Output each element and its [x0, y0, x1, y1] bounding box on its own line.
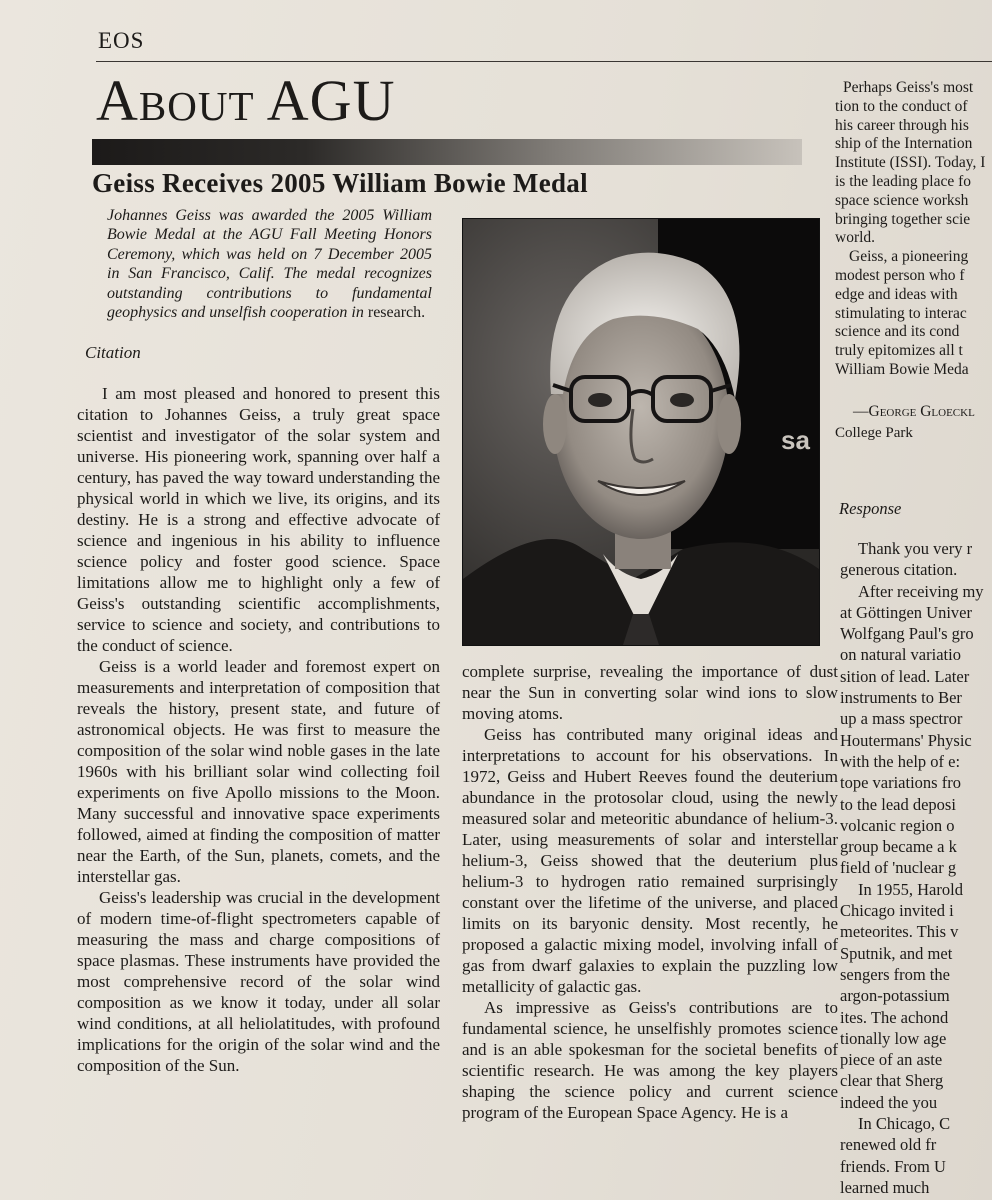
photo-background-text: sa	[781, 425, 810, 455]
article-headline: Geiss Receives 2005 William Bowie Medal	[92, 168, 588, 198]
response-line: Wolfgang Paul's gro	[840, 624, 974, 644]
column-3-response	[840, 538, 992, 1198]
column3-top-text	[835, 79, 992, 380]
response-line: field of 'nuclear g	[840, 858, 957, 878]
column3-line: his career through his	[835, 116, 969, 134]
column3-line: Institute (ISSI). Today, I	[835, 154, 986, 172]
column3-line: edge and ideas with	[835, 285, 958, 303]
response-line: volcanic region o	[840, 815, 955, 835]
response-line: sengers from the	[840, 964, 950, 984]
column2-paragraph-3: As impressive as Geiss's contributions are to fundamental science, he unselfishly promotes science and is an able spokesman for the societal benefits of scientific research. He was among the key players shaping the science policy and current science program of the European Space Agency. He is a	[462, 998, 838, 1122]
response-line: tope variations fro	[840, 773, 961, 793]
response-line: indeed the you	[840, 1092, 938, 1112]
column3-line: science and its cond	[835, 323, 960, 341]
column3-line: tion to the conduct of	[835, 97, 968, 115]
response-line: argon-potassium	[840, 986, 950, 1006]
citation-paragraph-2: Geiss is a world leader and foremost expert on measurements and interpretation of composition that reveals the history, present state, and future of astronomical objects. He was first to measure the composition of the solar wind noble gases in the late 1960s with his brilliant solar wind collecting foil experiments on five Apollo missions to the Moon. Many successful and innovative space experiments followed, aimed at finding the composition of matter near the Earth, of the Sun, planets, comets, and the interstellar gas.	[77, 657, 440, 887]
signature-name: —George Gloeckl	[853, 402, 975, 420]
column3-line: stimulating to interac	[835, 304, 967, 322]
column3-line: is the leading place fo	[835, 172, 972, 190]
response-line: clear that Sherg	[840, 1071, 944, 1091]
column3-line: space science worksh	[835, 191, 969, 209]
magazine-name: EOS	[98, 28, 145, 53]
response-line: learned much	[840, 1177, 930, 1197]
header-rule	[96, 61, 992, 62]
response-line: sition of lead. Later	[840, 666, 970, 686]
response-line: ites. The achond	[840, 1007, 949, 1027]
response-line: instruments to Ber	[840, 688, 962, 708]
column-3	[835, 79, 992, 519]
response-line: friends. From U	[840, 1156, 946, 1176]
citation-paragraph-3: Geiss's leadership was crucial in the development of modern time-of-flight spectrometers capable of measuring the mass and charge compositions of space plasmas. These instruments have provided the most comprehensive record of the solar wind composition as we know it today, under all solar wind conditions, at all heliolatitudes, with profound implications for the origin of the solar wind and the composition of the Sun.	[77, 888, 440, 1076]
column2-paragraph-2: Geiss has contributed many original ideas and interpretations to account for his observations. In 1972, Geiss and Hubert Reeves found the deuterium abundance in the protosolar cloud, using the newly measured solar and meteoritic abundance of helium-3. Later, using measurements of solar and interstellar helium-3, Geiss showed that the deuterium plus helium-3 to hydrogen ratio remained surprisingly constant over the lifetime of the universe, and placed limits on its baryonic density. Most recently, he proposed a galactic mixing model, involving infall of gas from dwarf galaxies to explain the puzzling low metallicity of galactic gas.	[462, 725, 838, 996]
intro-italic-text: Johannes Geiss was awarded the 2005 William Bowie Medal at the AGU Fall Meeting Honors Ceremony, which was held on 7 December 2005 in San Francisco, Calif. The medal recognizes outstanding contributions to fundamental geophysics and unselfish cooperation in	[107, 207, 432, 322]
response-line: meteorites. This v	[840, 922, 959, 942]
response-line: on natural variatio	[840, 645, 961, 665]
section-title: About AGU	[96, 68, 396, 133]
portrait-image	[463, 219, 819, 645]
response-line: group became a k	[840, 837, 957, 857]
citation-paragraph-1: I am most pleased and honored to present this citation to Johannes Geiss, a truly great space scientist and investigator of the solar system and universe. His pioneering work, spanning over half a century, has paved the way toward understanding the physical world in which we live, its origins, and its destiny. He is a strong and effective advocate of science and ingenious in his ability to influence science policy and foster good science. Space limitations allow me to highlight only a few of Geiss's outstanding scientific accomplishments, service to science and society, and contributions to the conduct of science.	[77, 384, 440, 656]
column3-line: modest person who f	[835, 266, 965, 284]
column3-line: Geiss, a pioneering	[849, 248, 969, 266]
column2-paragraph-1: complete surprise, revealing the importance of dust near the Sun in converting solar wind ions to slow moving atoms.	[462, 662, 838, 723]
response-line: up a mass spectror	[840, 709, 963, 729]
response-line: generous citation.	[840, 560, 958, 580]
intro-paragraph	[77, 206, 440, 322]
response-line: Chicago invited i	[840, 901, 954, 921]
column3-line: Perhaps Geiss's most	[843, 79, 974, 96]
response-line: Thank you very r	[858, 539, 973, 558]
gradient-bar	[92, 139, 802, 165]
citation-subhead: Citation	[85, 343, 141, 363]
column-1	[77, 206, 440, 1076]
intro-roman-text: research.	[363, 304, 426, 322]
response-subhead: Response	[839, 498, 902, 518]
column3-line: truly epitomizes all t	[835, 342, 963, 360]
column-2	[462, 661, 838, 1123]
response-line: In 1955, Harold	[858, 879, 963, 899]
response-line: tionally low age	[840, 1028, 947, 1048]
response-line: Houtermans' Physic	[840, 730, 972, 750]
response-line: to the lead deposi	[840, 794, 956, 814]
column3-line: ship of the Internation	[835, 135, 973, 153]
response-line: Sputnik, and met	[840, 943, 953, 963]
response-line: at Göttingen Univer	[840, 602, 972, 622]
response-line: renewed old fr	[840, 1135, 937, 1155]
column3-line: bringing together scie	[835, 210, 971, 228]
response-line: After receiving my	[858, 581, 984, 601]
column3-line: world.	[835, 229, 876, 247]
signature-affiliation: College Park	[835, 424, 913, 441]
response-line: In Chicago, C	[858, 1114, 951, 1134]
response-line: piece of an aste	[840, 1050, 943, 1070]
column3-line: William Bowie Meda	[835, 360, 969, 378]
portrait-photo	[462, 218, 820, 646]
response-line: with the help of e:	[840, 751, 961, 771]
